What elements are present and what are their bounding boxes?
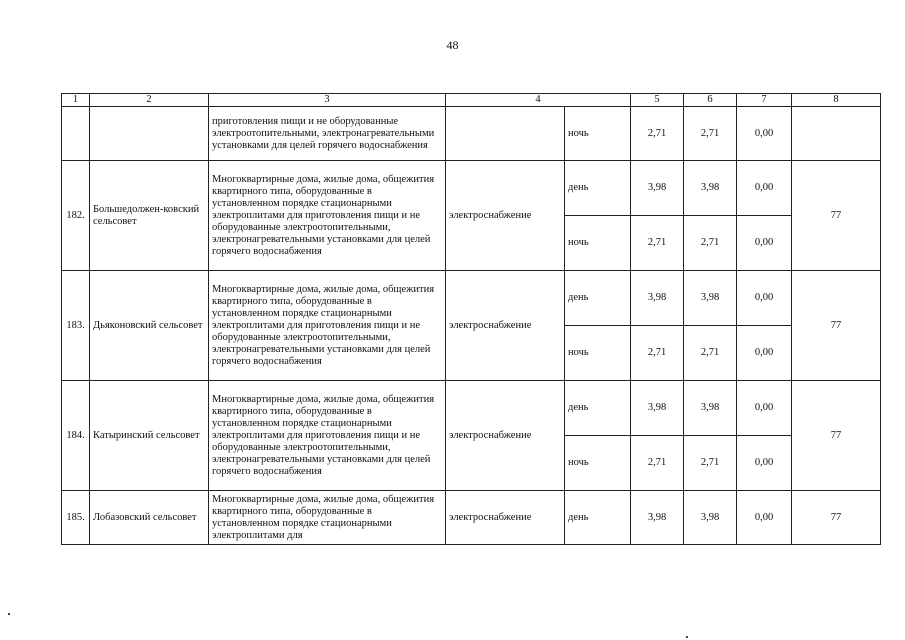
row-value-col5: 2,71 bbox=[631, 436, 684, 491]
row-value-col5: 3,98 bbox=[631, 491, 684, 545]
header-cell-1: 1 bbox=[62, 94, 90, 107]
row-service: электроснабжение bbox=[446, 271, 565, 381]
row-number: 182. bbox=[62, 161, 90, 271]
table-row bbox=[62, 271, 881, 326]
row-municipality: Дьяконовский сельсовет bbox=[90, 271, 209, 381]
row-period-night: ночь bbox=[565, 436, 631, 491]
row-value-col7: 0,00 bbox=[737, 107, 792, 161]
header-cell-2: 2 bbox=[90, 94, 209, 107]
row-number: 185. bbox=[62, 491, 90, 545]
row-value-col7: 0,00 bbox=[737, 216, 792, 271]
table-row bbox=[62, 381, 881, 436]
row-value-col6: 2,71 bbox=[684, 326, 737, 381]
row-municipality: Лобазовский сельсовет bbox=[90, 491, 209, 545]
row-service: электроснабжение bbox=[446, 161, 565, 271]
row-number: 183. bbox=[62, 271, 90, 381]
row-value-col6: 2,71 bbox=[684, 216, 737, 271]
row-service: электроснабжение bbox=[446, 491, 565, 545]
row-col8: 77 bbox=[792, 491, 881, 545]
row-value-col7: 0,00 bbox=[737, 381, 792, 436]
row-period-day: день bbox=[565, 381, 631, 436]
row-col8-cell bbox=[792, 107, 881, 161]
row-value-col5: 2,71 bbox=[631, 107, 684, 161]
row-value-col6: 3,98 bbox=[684, 161, 737, 216]
row-value-col6: 3,98 bbox=[684, 491, 737, 545]
row-name-cell bbox=[90, 107, 209, 161]
header-cell-5: 5 bbox=[631, 94, 684, 107]
page-number: 48 bbox=[446, 38, 459, 52]
row-description: Многоквартирные дома, жилые дома, общежития квартирного типа, оборудованные в установленном порядке стационарными электроплитами для приготовления пищи и не оборудованные электроотопительными, электронагревательными установками для целей горячего водоснабжения bbox=[209, 161, 446, 271]
row-value-col5: 2,71 bbox=[631, 216, 684, 271]
row-period-night: ночь bbox=[565, 326, 631, 381]
row-col8: 77 bbox=[792, 271, 881, 381]
row-value-col7: 0,00 bbox=[737, 491, 792, 545]
tariff-table bbox=[61, 93, 881, 545]
row-description: Многоквартирные дома, жилые дома, общежития квартирного типа, оборудованные в установленном порядке стационарными электроплитами для приготовления пищи и не оборудованные электроотопительными, электронагревательными установками для целей горячего водоснабжения bbox=[209, 271, 446, 381]
row-value-col7: 0,00 bbox=[737, 326, 792, 381]
row-value-col6: 3,98 bbox=[684, 381, 737, 436]
header-cell-8: 8 bbox=[792, 94, 881, 107]
row-number-cell bbox=[62, 107, 90, 161]
row-value-col5: 3,98 bbox=[631, 381, 684, 436]
table-row bbox=[62, 491, 881, 545]
row-period-day: день bbox=[565, 161, 631, 216]
row-municipality: Катыринский сельсовет bbox=[90, 381, 209, 491]
row-period-day: день bbox=[565, 491, 631, 545]
row-col8: 77 bbox=[792, 161, 881, 271]
row-value-col7: 0,00 bbox=[737, 161, 792, 216]
scan-speck bbox=[686, 636, 688, 638]
row-value-col6: 2,71 bbox=[684, 107, 737, 161]
row-value-col6: 2,71 bbox=[684, 436, 737, 491]
row-period-night: ночь bbox=[565, 216, 631, 271]
scan-speck bbox=[8, 613, 10, 615]
row-description: приготовления пищи и не оборудованные электроотопительными, электронагревательными установками для целей горячего водоснабжения bbox=[209, 107, 446, 161]
row-description: Многоквартирные дома, жилые дома, общежития квартирного типа, оборудованные в установленном порядке стационарными электроплитами для приготовления пищи и не оборудованные электроотопительными, электронагревательными установками для целей горячего водоснабжения bbox=[209, 381, 446, 491]
row-period: ночь bbox=[565, 107, 631, 161]
row-service-cell bbox=[446, 107, 565, 161]
row-description: Многоквартирные дома, жилые дома, общежития квартирного типа, оборудованные в установленном порядке стационарными электроплитами для bbox=[209, 491, 446, 545]
header-cell-6: 6 bbox=[684, 94, 737, 107]
row-period-day: день bbox=[565, 271, 631, 326]
row-value-col7: 0,00 bbox=[737, 271, 792, 326]
header-cell-3: 3 bbox=[209, 94, 446, 107]
header-cell-7: 7 bbox=[737, 94, 792, 107]
row-col8: 77 bbox=[792, 381, 881, 491]
table-row-continuation bbox=[62, 107, 881, 161]
row-service: электроснабжение bbox=[446, 381, 565, 491]
table-row bbox=[62, 161, 881, 216]
row-value-col5: 2,71 bbox=[631, 326, 684, 381]
row-number: 184. bbox=[62, 381, 90, 491]
row-value-col6: 3,98 bbox=[684, 271, 737, 326]
row-value-col7: 0,00 bbox=[737, 436, 792, 491]
row-municipality: Большедолжен-ковский сельсовет bbox=[90, 161, 209, 271]
table-header-row bbox=[62, 94, 881, 107]
header-cell-4: 4 bbox=[446, 94, 631, 107]
row-value-col5: 3,98 bbox=[631, 271, 684, 326]
row-value-col5: 3,98 bbox=[631, 161, 684, 216]
